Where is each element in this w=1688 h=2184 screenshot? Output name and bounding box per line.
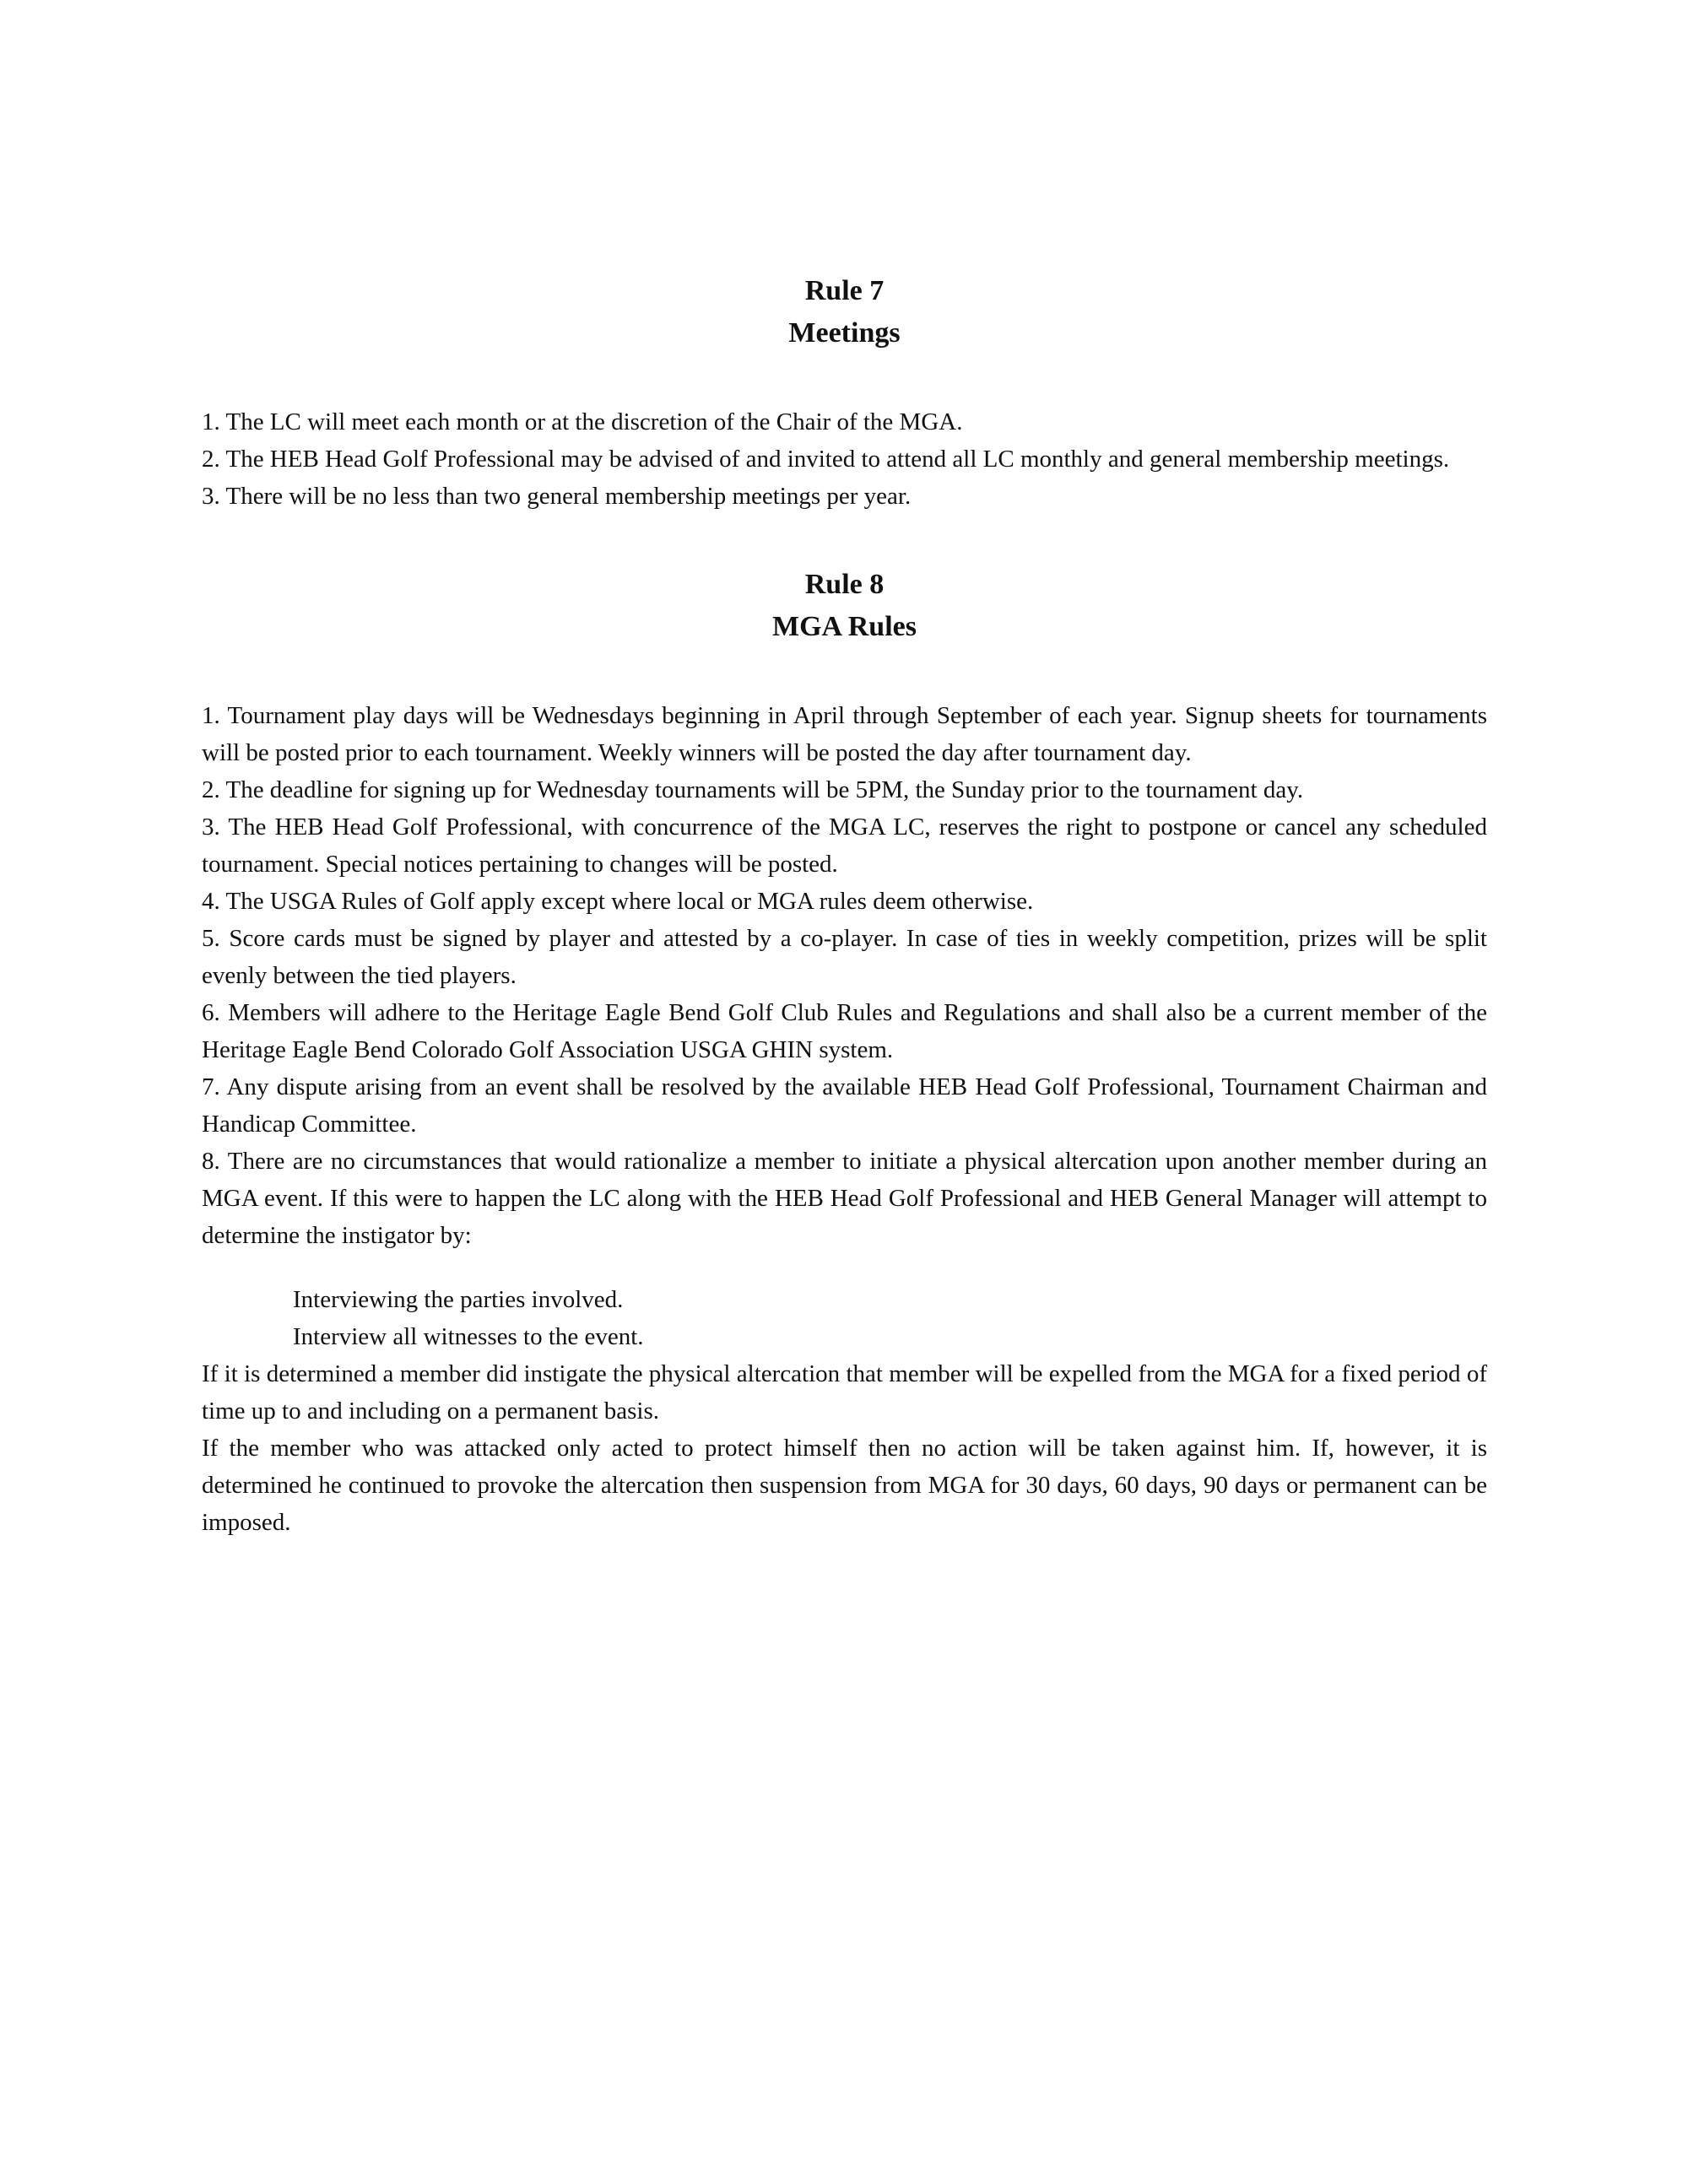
rule7-item-2: 2. The HEB Head Golf Professional may be advised of and invited to attend all LC monthly and general membership meetings. — [202, 446, 1450, 473]
rule7-item-3: 3. There will be no less than two general membership meetings per year. — [202, 483, 912, 510]
rule8-item-4: 4. The USGA Rules of Golf apply except where local or MGA rules deem otherwise. — [202, 888, 1034, 915]
closing-paragraph-1: If it is determined a member did instigate the physical altercation that member will be expelled from the MGA for a fixed period of time up to and including on a permanent basis. — [202, 1360, 1487, 1424]
rule7-title: Rule 7 — [804, 275, 885, 306]
investigation-step-2: Interview all witnesses to the event. — [293, 1323, 644, 1350]
rule8-item-1: 1. Tournament play days will be Wednesdays beginning in April through September of each year. Signup sheets for tournaments will be posted prior to each tournament. Weekly winners will be posted the day after tournament day. — [202, 702, 1487, 766]
rule8-body — [202, 697, 1487, 1541]
rule8-heading — [202, 564, 1487, 648]
rule7-heading — [202, 270, 1487, 354]
rule7-body — [202, 403, 1487, 515]
rule8-item-7: 7. Any dispute arising from an event shall be resolved by the available HEB Head Golf Professional, Tournament Chairman and Handicap Committee. — [202, 1073, 1487, 1138]
rule7-item-1: 1. The LC will meet each month or at the discretion of the Chair of the MGA. — [202, 408, 963, 435]
rule8-subtitle: MGA Rules — [772, 611, 917, 642]
rule8-item-3: 3. The HEB Head Golf Professional, with concurrence of the MGA LC, reserves the right to postpone or cancel any scheduled tournament. Special notices pertaining to changes will be posted. — [202, 814, 1487, 878]
rule8-item-5: 5. Score cards must be signed by player and attested by a co-player. In case of ties in weekly competition, prizes will be split evenly between the tied players. — [202, 925, 1487, 989]
rule8-title: Rule 8 — [804, 569, 885, 600]
closing-paragraph-2: If the member who was attacked only acted to protect himself then no action will be taken against him. If, however, it is determined he continued to provoke the altercation then suspension from MGA for 30 days, 60 days, 90 days or permanent can be imposed. — [202, 1435, 1487, 1536]
rule8-item-8: 8. There are no circumstances that would rationalize a member to initiate a physical altercation upon another member during an MGA event. If this were to happen the LC along with the HEB Head Golf Professional and HEB General Manager will attempt to determine the instigator by: — [202, 1148, 1487, 1249]
investigation-steps — [202, 1281, 1487, 1355]
rule8-item-6: 6. Members will adhere to the Heritage Eagle Bend Golf Club Rules and Regulations and shall also be a current member of the Heritage Eagle Bend Colorado Golf Association USGA GHIN system. — [202, 999, 1487, 1063]
investigation-step-1: Interviewing the parties involved. — [293, 1286, 624, 1313]
rule8-item-2: 2. The deadline for signing up for Wednesday tournaments will be 5PM, the Sunday prior to the tournament day. — [202, 776, 1304, 803]
rule7-subtitle: Meetings — [788, 317, 901, 349]
